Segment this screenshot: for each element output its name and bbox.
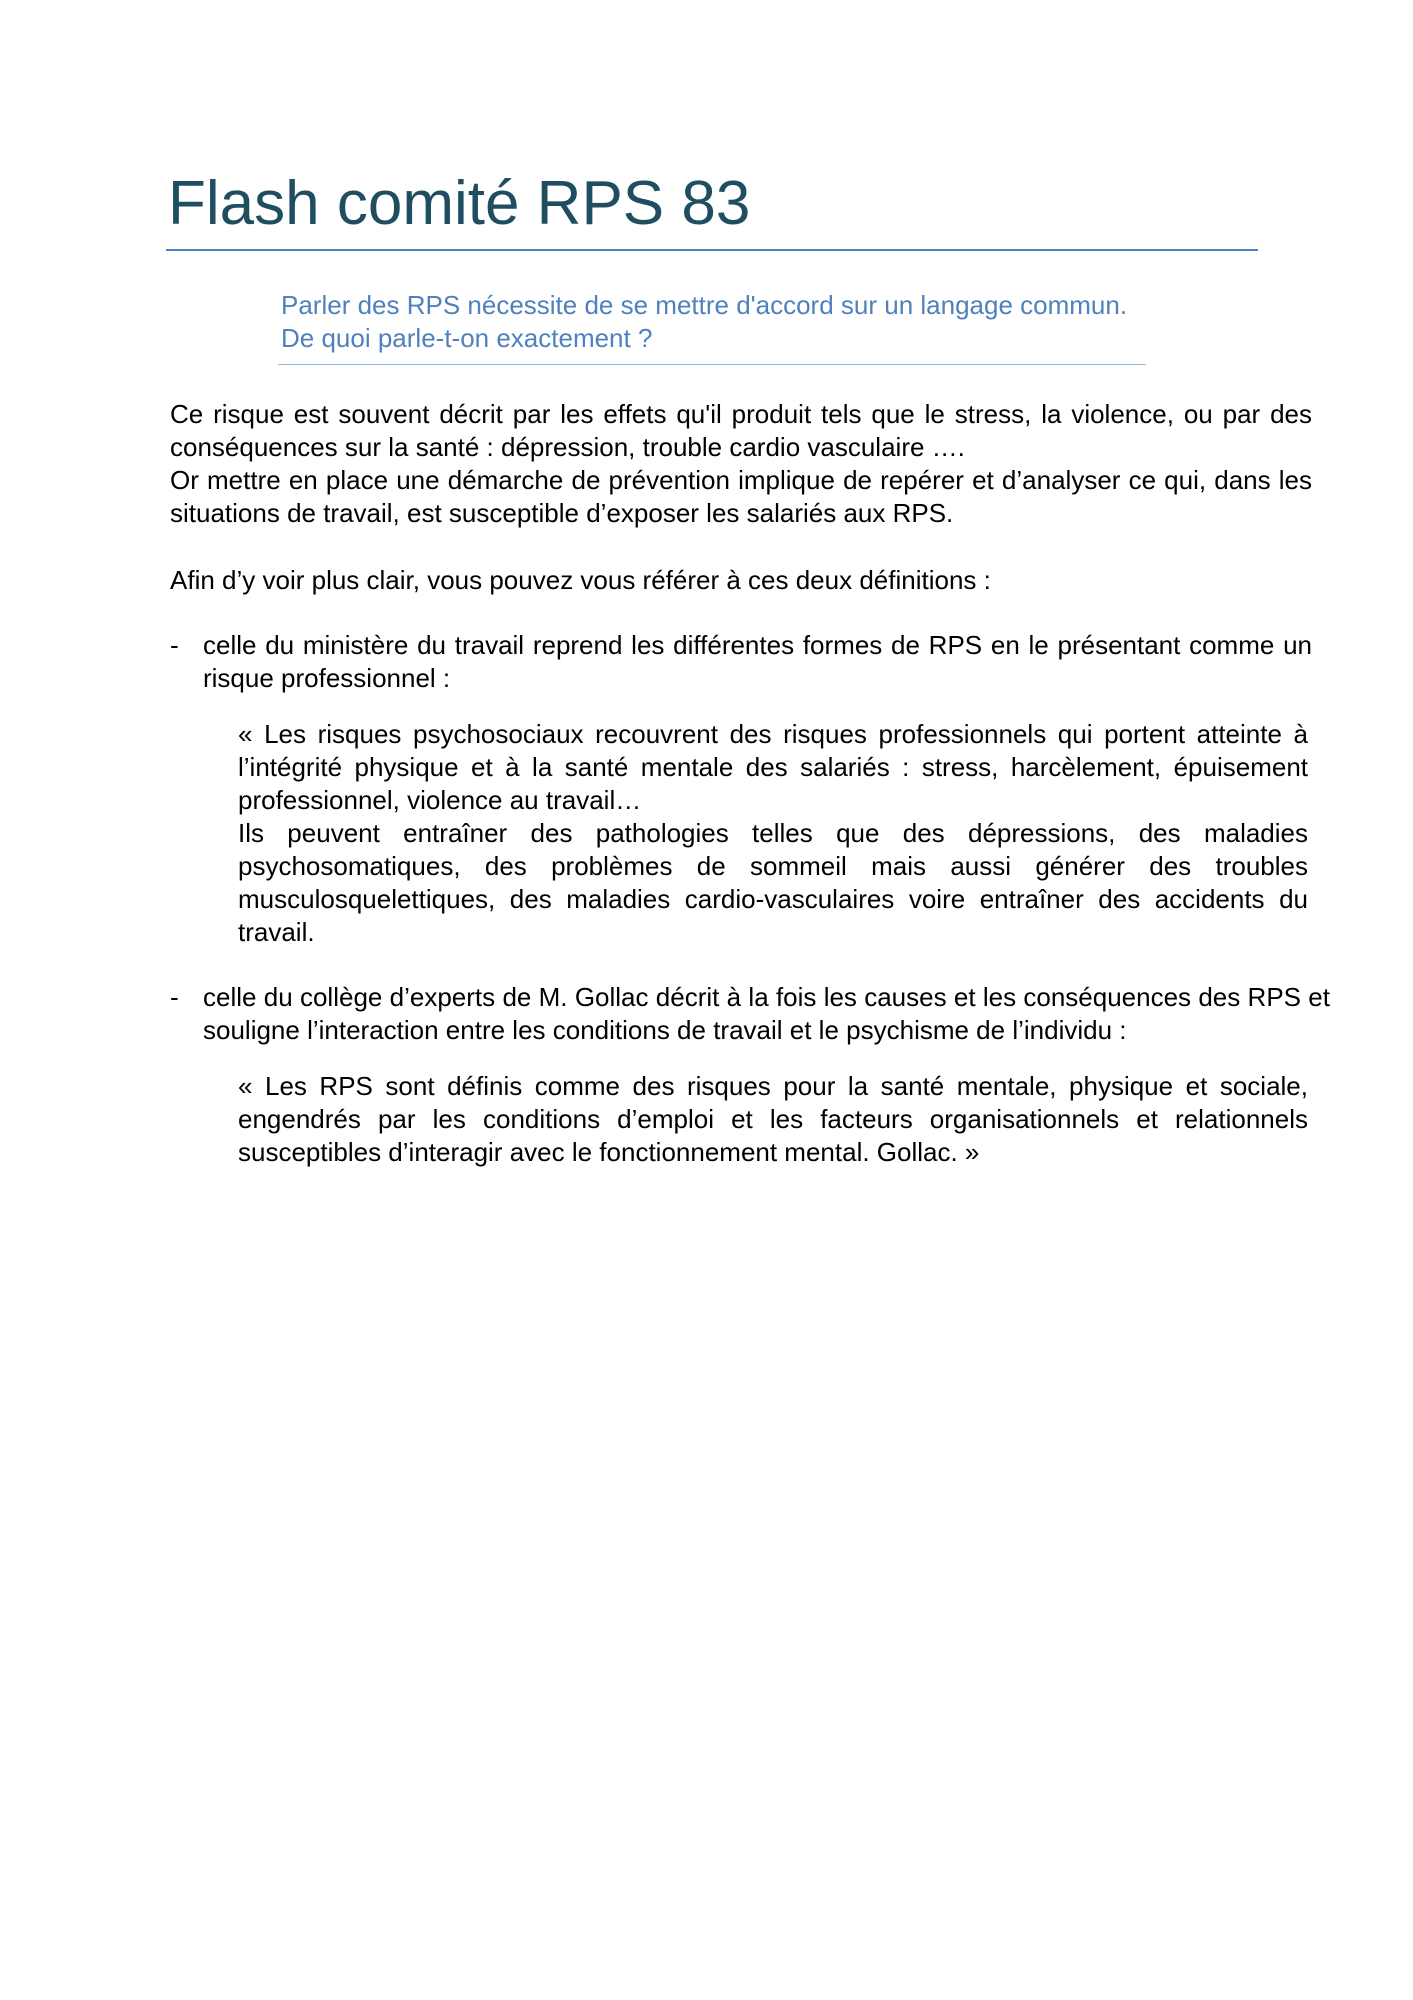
subtitle-line: Parler des RPS nécessite de se mettre d'accord sur un langage commun. [281,290,1128,320]
subtitle [281,289,1161,355]
title-divider [166,249,1258,251]
definition-gollac: celle du collège d’experts de M. Gollac décrit à la fois les causes et les conséquences des RPS et souligne l’interaction entre les conditions de travail et le psychisme de l’individu : [203,982,1330,1045]
quote-gollac: « Les RPS sont définis comme des risques pour la santé mentale, physique et sociale, engendrés par les conditions d’emploi et les facteurs organisationnels et relationnels susceptibles d’interagir avec le fonctionnement mental. Gollac. » [238,1071,1308,1167]
intro-paragraph [170,398,1312,530]
page-title: Flash comité RPS 83 [168,169,751,238]
bullet-marker: - [170,982,179,1012]
subtitle-line: De quoi parle-t-on exactement ? [281,323,653,353]
quote-ministry [238,718,1308,949]
intro-sentence: Or mettre en place une démarche de prévention implique de repérer et d’analyser ce qui, dans les situations de travail, est susceptible d’exposer les salariés aux RPS. [170,465,1312,528]
lead-paragraph: Afin d’y voir plus clair, vous pouvez vous référer à ces deux définitions : [170,565,991,595]
subtitle-divider [278,364,1146,365]
definition-ministry: celle du ministère du travail reprend les différentes formes de RPS en le présentant comme un risque professionnel : [203,630,1312,693]
intro-sentence: Ce risque est souvent décrit par les effets qu'il produit tels que le stress, la violence, ou par des conséquences sur la santé : dépression, trouble cardio vasculaire …. [170,399,1312,462]
quote-text: Ils peuvent entraîner des pathologies telles que des dépressions, des maladies psychosomatiques, des problèmes de sommeil mais aussi générer des troubles musculosquelettiques, des maladies cardio-vasculaires voire entraîner des accidents du travail. [238,818,1308,947]
quote-text: « Les risques psychosociaux recouvrent des risques professionnels qui portent atteinte à l’intégrité physique et à la santé mentale des salariés : stress, harcèlement, épuisement professionnel, violence au travail… [238,719,1308,815]
bullet-marker: - [170,630,179,660]
